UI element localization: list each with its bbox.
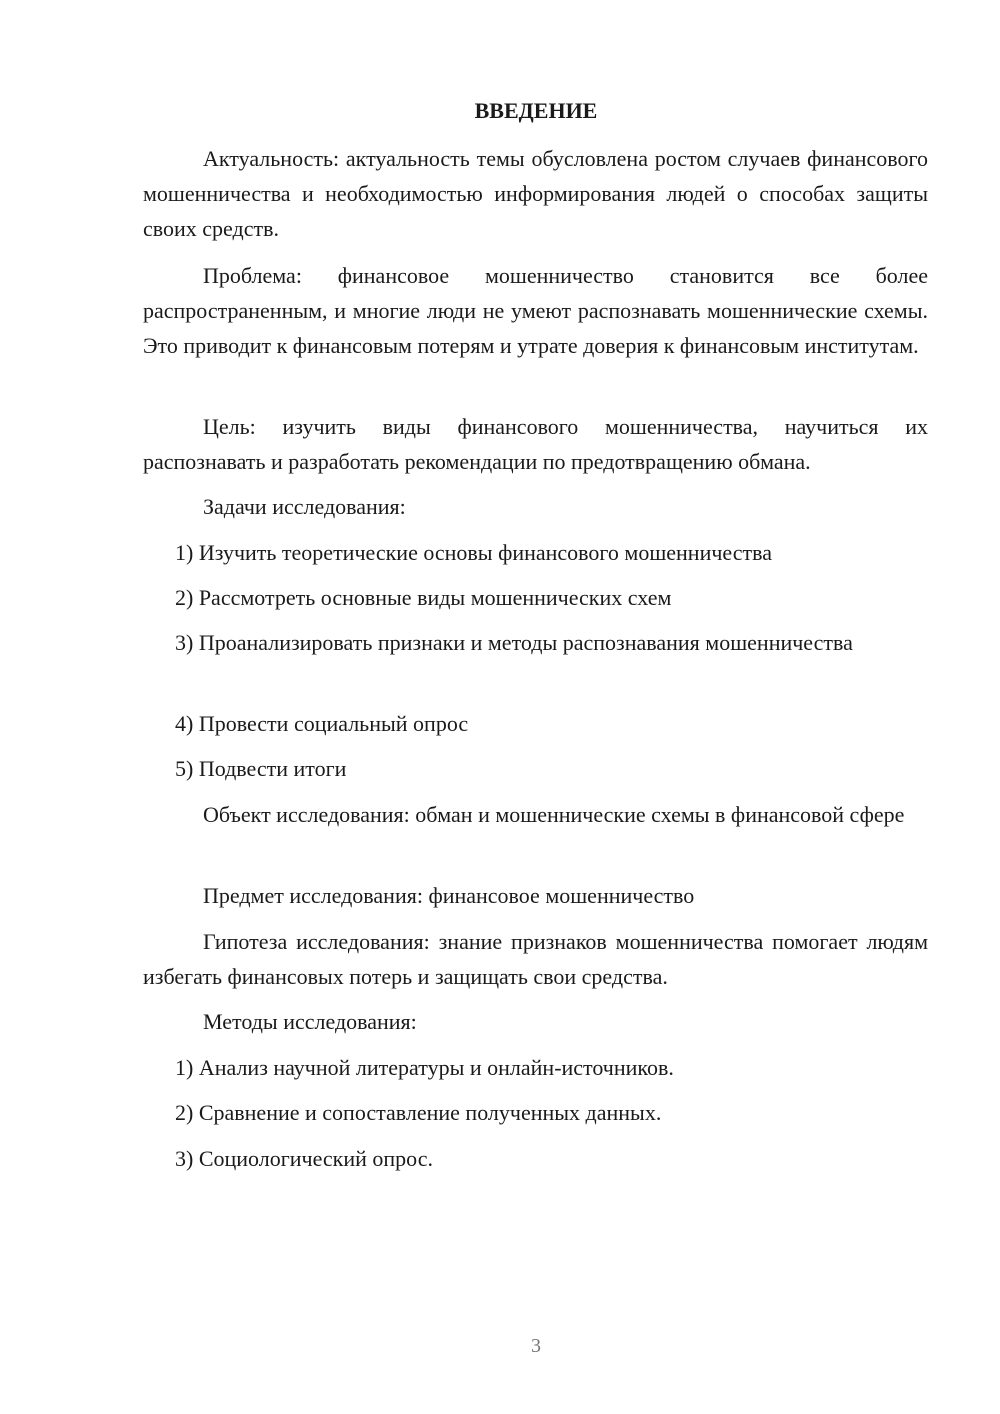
subject-paragraph: Предмет исследования: финансовое мошенничество xyxy=(203,883,695,908)
task-item: 4) Провести социальный опрос xyxy=(175,711,469,736)
section-title: ВВЕДЕНИЕ xyxy=(474,98,598,123)
task-item: 2) Рассмотреть основные виды мошеннических схем xyxy=(175,585,672,610)
tasks-heading: Задачи исследования: xyxy=(203,494,406,519)
problem-paragraph: Проблема: финансовое мошенничество становится все более распространенным, и многие люди не умеют распознавать мошеннические схемы. Это приводит к финансовым потерям и утрате доверия к финансовым институтам. xyxy=(143,263,928,358)
page-number: 3 xyxy=(531,1335,541,1357)
methods-heading: Методы исследования: xyxy=(203,1009,417,1034)
object-paragraph: Объект исследования: обман и мошеннические схемы в финансовой сфере xyxy=(203,802,905,827)
task-item: 1) Изучить теоретические основы финансового мошенничества xyxy=(175,540,772,565)
method-item: 2) Сравнение и сопоставление полученных данных. xyxy=(175,1100,662,1125)
method-item: 1) Анализ научной литературы и онлайн-источников. xyxy=(175,1055,674,1080)
task-item: 5) Подвести итоги xyxy=(175,756,347,781)
task-item: 3) Проанализировать признаки и методы распознавания мошенничества xyxy=(175,630,853,655)
relevance-paragraph: Актуальность: актуальность темы обусловлена ростом случаев финансового мошенничества и необходимостью информирования людей о способах защиты своих средств. xyxy=(143,146,928,241)
goal-paragraph: Цель: изучить виды финансового мошенничества, научиться их распознавать и разработать рекомендации по предотвращению обмана. xyxy=(143,414,928,474)
hypothesis-paragraph: Гипотеза исследования: знание признаков мошенничества помогает людям избегать финансовых потерь и защищать свои средства. xyxy=(143,929,928,989)
method-item: 3) Социологический опрос. xyxy=(175,1146,433,1171)
